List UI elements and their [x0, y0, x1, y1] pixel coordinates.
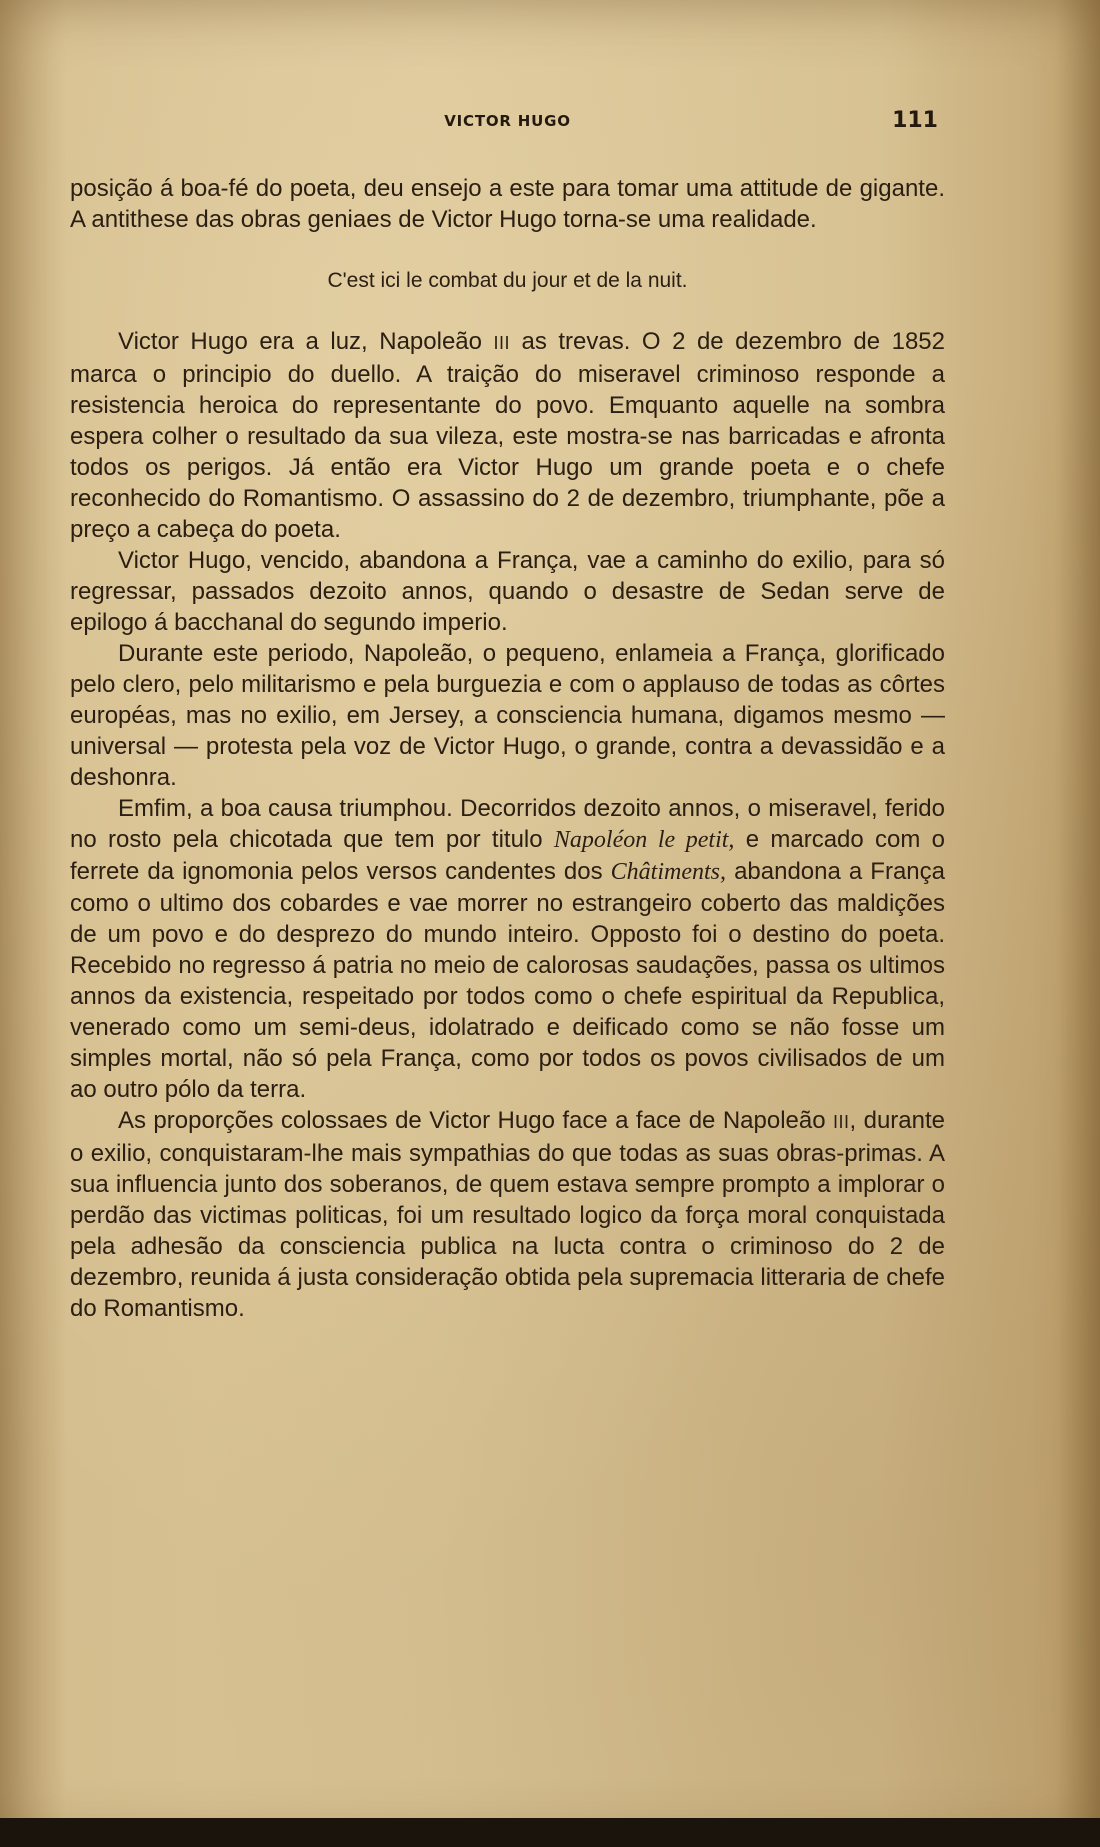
paragraph-2-part-a: Victor Hugo era a luz, Napoleão	[118, 328, 494, 355]
body-text	[70, 173, 945, 1324]
paragraph-6-part-b: , durante o exilio, conquistaram-lhe mais sympathias do que todas as suas obras-primas. A sua influencia junto dos soberanos, de quem estava sempre prompto a implorar o perdão das victimas politicas, foi um resultado logico da força moral conquistada pela adhesão da consciencia publica na lucta contra o criminoso do 2 de dezembro, reunida á justa consideração obtida pela supremacia litteraria de chefe do Romantismo.	[70, 1107, 946, 1322]
paragraph-2	[70, 326, 945, 545]
paragraph-6	[70, 1105, 945, 1324]
paragraph-2-part-b: as trevas. O 2 de dezembro de 1852 marca o principio do duello. A traição do miseravel criminoso responde a resistencia heroica do representante do povo. Emquanto aquelle na sombra espera colher o resultado da sua vileza, este mostra-se nas barricadas e afronta todos os perigos. Já então era Victor Hugo um grande poeta e o chefe reconhecido do Romantismo. O assassino do 2 de dezembro, triumphante, põe a preço a cabeça do poeta.	[70, 328, 945, 543]
paragraph-5-part-b: e marcado com o ferrete da ignomonia pelos versos candentes dos	[70, 826, 945, 885]
paragraph-6-part-a: As proporções colossaes de Victor Hugo face a face de Napoleão	[118, 1107, 833, 1134]
quotation: C'est ici le combat du jour et de la nuit.	[327, 269, 688, 292]
work-title-chatiments: Châtiments,	[610, 859, 727, 885]
roman-numeral: III	[833, 1112, 850, 1132]
page-edge-shadow	[0, 1818, 1100, 1847]
paragraph-5	[70, 793, 945, 1105]
paragraph-4: Durante este periodo, Napoleão, o pequeno, enlameia a França, glorificado pelo clero, pelo militarismo e pela burguezia e com o applauso de todas as côrtes européas, mas no exilio, em Jersey, a consciencia humana, digamos mesmo — universal — protesta pela voz de Victor Hugo, o grande, contra a devassidão e a deshonra.	[70, 640, 945, 791]
paragraph-3: Victor Hugo, vencido, abandona a França, vae a caminho do exilio, para só regressar, passados dezoito annos, quando o desastre de Sedan serve de epilogo á bacchanal do segundo imperio.	[70, 547, 945, 636]
work-title-napoleon-le-petit: Napoléon le petit,	[553, 827, 735, 853]
page-header	[70, 108, 945, 138]
paragraph-5-part-a: Emfim, a boa causa triumphou. Decorridos dezoito annos, o miseravel, ferido no rosto pela chicotada que tem por titulo	[70, 795, 945, 853]
page-number: 111	[892, 108, 938, 133]
running-title: VICTOR HUGO	[444, 112, 571, 130]
paragraph-5-part-c: abandona a França como o ultimo dos cobardes e vae morrer no estrangeiro coberto das maldições de um povo e do desprezo do mundo inteiro. Opposto foi o destino do poeta. Recebido no regresso á patria no meio de calorosas saudações, passa os ultimos annos da existencia, respeitado por todos como o chefe espiritual da Republica, venerado como um semi-deus, idolatrado e deificado como se não fosse um simples mortal, não só pela França, como por todos os povos civilisados de um ao outro pólo da terra.	[70, 858, 945, 1103]
roman-numeral: III	[493, 333, 511, 353]
paragraph-1: posição á boa-fé do poeta, deu ensejo a este para tomar uma attitude de gigante. A antithese das obras geniaes de Victor Hugo torna-se uma realidade.	[70, 175, 945, 233]
